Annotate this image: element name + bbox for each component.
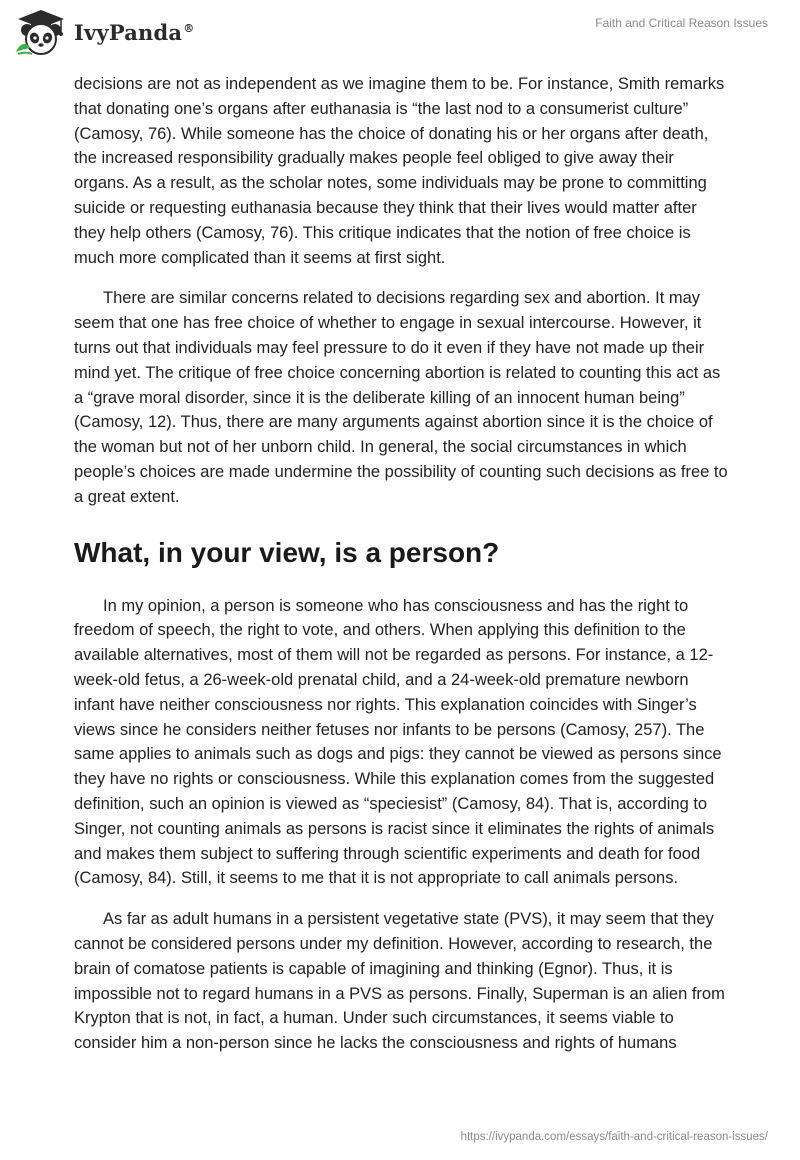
panda-graduate-icon [14, 8, 68, 56]
paragraph: In my opinion, a person is someone who has consciousness and has the right to freedom of speech, the right to vote, and others. When applying this definition to the available alternatives, most of them will not be regarded as persons. For instance, a 12-week-old fetus, a 26-week-old prenatal child, and a 24-week-old premature newborn infant have neither consciousness nor rights. This explanation coincides with Singer’s views since he considers neither fetuses nor infants to be persons (Camosy, 257). The same applies to animals such as dogs and pigs: they cannot be viewed as persons since they have no rights or consciousness. While this explanation comes from the suggested definition, such an opinion is viewed as “speciesist” (Camosy, 84). That is, according to Singer, not counting animals as persons is racist since it eliminates the rights of animals and makes them subject to suffering through scientific experiments and death for food (Camosy, 84). Still, it seems to me that it is not appropriate to call animals persons. [74, 596, 722, 888]
paragraph: There are similar concerns related to decisions regarding sex and abortion. It may seem that one has free choice of whether to engage in sexual intercourse. However, it turns out that individuals may feel pressure to do it even if they have not made up their mind yet. The critique of free choice concerning abortion is related to counting this act as a “grave moral disorder, since it is the deliberate killing of an innocent human being” (Camosy, 12). Thus, there are many arguments against abortion since it is the choice of the woman but not of her unborn child. In general, the social circumstances in which people’s choices are made undermine the possibility of counting such decisions as free to a great extent. [74, 289, 728, 506]
section-heading: What, in your view, is a person? [74, 536, 500, 568]
page-header [0, 0, 800, 72]
paragraph-continued: decisions are not as independent as we imagine them to be. For instance, Smith remarks that donating one’s organs after euthanasia is “the last nod to a consumerist culture” (Camosy, 76). While someone has the choice of donating his or her organs after death, the increased responsibility gradually makes people feel obliged to give away their organs. As a result, as the scholar notes, some individuals may be prone to committing suicide or requesting euthanasia because they think that their lives would matter after they help others (Camosy, 76). This critique indicates that the notion of free choice is much more complicated than it seems at first sight. [74, 75, 725, 267]
document-title: Faith and Critical Reason Issues [595, 16, 768, 30]
brand-name: IvyPanda® [74, 19, 195, 45]
registered-mark: ® [183, 21, 195, 35]
source-url[interactable]: https://ivypanda.com/essays/faith-and-critical-reason-issues/ [460, 1131, 768, 1143]
brand-logo[interactable] [14, 8, 194, 56]
essay-content [74, 72, 728, 1072]
paragraph: As far as adult humans in a persistent vegetative state (PVS), it may seem that they cannot be considered persons under my definition. However, according to research, the brain of comatose patients is capable of imagining and thinking (Egnor). Thus, it is impossible not to regard humans in a PVS as persons. Finally, Superman is an alien from Krypton that is not, in fact, a human. Under such circumstances, it seems viable to consider him a non-person since he lacks the consciousness and rights of humans [74, 910, 725, 1053]
